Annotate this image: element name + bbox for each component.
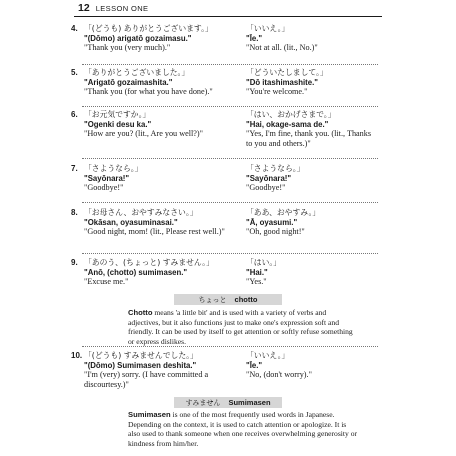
dialogue-speaker-b (246, 110, 378, 149)
dialogue-speaker-a (84, 351, 234, 390)
english-line: "Oh, good night!" (246, 227, 305, 236)
note-heading-romaji: chotto (234, 295, 258, 304)
note-heading-romaji: Sumimasen (228, 398, 271, 407)
dialogue-number: 10. (71, 351, 83, 360)
romaji-line: "Hai, okage-sama de." (246, 119, 329, 129)
note-heading-sumimasen (174, 397, 282, 408)
dialogue-4 (71, 24, 378, 62)
romaji-line: "Sayōnara!" (84, 173, 130, 183)
romaji-line: "Arigatō gozaimashita." (84, 77, 173, 87)
note-term: Sumimasen (128, 410, 171, 419)
dialogue-speaker-b (246, 351, 378, 380)
dialogue-number: 9. (71, 258, 78, 267)
english-line: "You're welcome." (246, 87, 308, 96)
dialogue-speaker-a (84, 164, 234, 193)
note-text: is one of the most frequently used words in Japanese. Depending on the context, it is used to catch attention or apologize. It is also used to thank someone when one receives overwhelming generosity or kindness from him/her. (128, 410, 358, 449)
dialogue-speaker-a (84, 24, 234, 53)
romaji-line: "(Dōmo) Sumimasen deshita." (84, 360, 197, 370)
note-term: Chotto (128, 308, 153, 317)
romaji-line: "(Dōmo) arigatō gozaimasu." (84, 33, 192, 43)
dialogue-speaker-b (246, 24, 378, 53)
japanese-line: 「はい。」 (246, 258, 282, 267)
japanese-line: 「ありがとうございました。」 (84, 68, 190, 77)
page-number: 12 (78, 2, 90, 14)
english-line: "How are you? (lit., Are you well?)" (84, 129, 203, 138)
dialogue-speaker-a (84, 110, 234, 139)
english-line: "Thank you (for what you have done)." (84, 87, 213, 96)
romaji-line: "Ogenki desu ka." (84, 119, 152, 129)
english-line: "Goodbye!" (84, 183, 124, 192)
dialogue-number: 7. (71, 164, 78, 173)
english-line: "Yes, I'm fine, thank you. (lit., Thanks to you and others.)" (246, 129, 372, 148)
japanese-line: 「どういたしまして。」 (246, 68, 328, 77)
japanese-line: 「(どうも) すみませんでした。」 (84, 351, 198, 360)
japanese-line: 「いいえ。」 (246, 351, 290, 360)
note-heading-chotto (174, 294, 282, 305)
japanese-line: 「お元気ですか。」 (84, 110, 151, 119)
japanese-line: 「さようなら。」 (84, 164, 143, 173)
dialogue-speaker-a (84, 68, 234, 97)
english-line: "No, (don't worry)." (246, 370, 312, 379)
japanese-line: 「(どうも) ありがとうございます。」 (84, 24, 213, 33)
japanese-line: 「あのう、(ちょっと) すみません。」 (84, 258, 214, 267)
dialogue-speaker-a (84, 258, 234, 287)
section-divider (82, 158, 378, 159)
note-heading-japanese: ちょっと (198, 295, 227, 304)
dialogue-7 (71, 164, 378, 200)
dialogue-number: 4. (71, 24, 78, 33)
dialogue-number: 5. (71, 68, 78, 77)
english-line: "Goodbye!" (246, 183, 286, 192)
dialogue-10 (71, 351, 378, 395)
romaji-line: "Sayōnara!" (246, 173, 292, 183)
japanese-line: 「いいえ。」 (246, 24, 290, 33)
romaji-line: "Dō itashimashite." (246, 77, 318, 87)
section-divider (82, 202, 378, 203)
japanese-line: 「お母さん、おやすみなさい。」 (84, 208, 198, 217)
dialogue-6 (71, 110, 378, 156)
note-body-sumimasen (128, 410, 360, 449)
dialogue-speaker-b (246, 208, 378, 237)
japanese-line: 「はい、おかげさまで。」 (246, 110, 336, 119)
lesson-title: LESSON ONE (95, 4, 149, 13)
dialogue-speaker-b (246, 258, 378, 287)
section-divider (82, 253, 378, 254)
dialogue-number: 8. (71, 208, 78, 217)
section-divider (82, 64, 378, 65)
english-line: "Yes." (246, 277, 267, 286)
romaji-line: "Ā, oyasumi." (246, 217, 298, 227)
header-rule (74, 16, 382, 17)
section-divider (82, 106, 378, 107)
japanese-line: 「ああ、おやすみ。」 (246, 208, 321, 217)
section-divider (82, 346, 378, 347)
english-line: "I'm (very) sorry. (I have committed a discourtesy.)" (84, 370, 209, 389)
romaji-line: "Īe." (246, 33, 263, 43)
running-head (78, 2, 148, 14)
japanese-line: 「さようなら。」 (246, 164, 305, 173)
note-heading-japanese: すみません (185, 398, 221, 407)
dialogue-number: 6. (71, 110, 78, 119)
romaji-line: "Hai." (246, 267, 268, 277)
english-line: "Excuse me." (84, 277, 129, 286)
romaji-line: "Anō, (chotto) sumimasen." (84, 267, 188, 277)
dialogue-5 (71, 68, 378, 106)
note-text: means 'a little bit' and is used with a variety of verbs and adjectives, but it also functions just to make one's expression soft and friendly. It can be used by itself to get attention or softly refuse something or express dislikes. (128, 308, 353, 347)
dialogue-speaker-b (246, 68, 378, 97)
dialogue-speaker-b (246, 164, 378, 193)
english-line: "Not at all. (lit., No.)" (246, 43, 318, 52)
english-line: "Good night, mom! (lit., Please rest well.)" (84, 227, 225, 236)
english-line: "Thank you (very much)." (84, 43, 171, 52)
romaji-line: "Okāsan, oyasuminasai." (84, 217, 178, 227)
dialogue-9 (71, 258, 378, 294)
note-body-chotto (128, 308, 360, 347)
dialogue-8 (71, 208, 378, 252)
dialogue-speaker-a (84, 208, 234, 237)
romaji-line: "Īe." (246, 360, 263, 370)
